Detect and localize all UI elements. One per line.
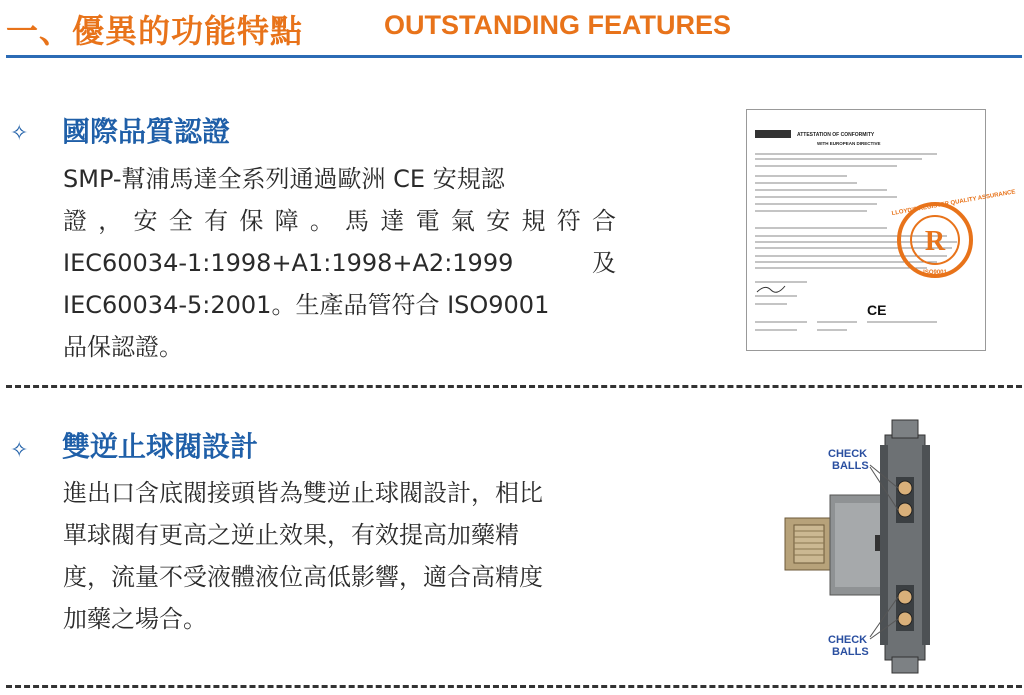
section2-line-2: 單球閥有更高之逆止效果，有效提高加藥精 bbox=[63, 521, 519, 549]
section2-line-3: 度，流量不受液體液位高低影響，適合高精度 bbox=[63, 563, 543, 591]
section1-paragraph bbox=[63, 158, 616, 368]
section1-line-5: 品保認證。 bbox=[63, 333, 183, 361]
section-divider bbox=[6, 385, 1022, 388]
ce-certificate-image bbox=[746, 109, 1016, 351]
certificate-drawing bbox=[747, 110, 1016, 350]
header-rule bbox=[6, 55, 1022, 58]
section-divider bbox=[6, 685, 1022, 688]
section1-title: 國際品質認證 bbox=[62, 115, 231, 148]
section1-line-1: SMP-幫浦馬達全系列通過歐洲 CE 安規認 bbox=[63, 165, 505, 193]
seal-text: LLOYD'S REGISTER QUALITY ASSURANCE bbox=[891, 189, 1016, 218]
check-balls-label-bottom-line2: BALLS bbox=[832, 646, 869, 658]
page-title: 一、優異的功能特點 bbox=[6, 12, 304, 50]
section1-line-3: IEC60034-1:1998+A1:1998+A2:1999 及 bbox=[63, 249, 616, 277]
cert-doc-title: ATTESTATION OF CONFORMITY bbox=[797, 132, 875, 138]
lloyds-seal-logo bbox=[891, 189, 1016, 276]
section2-line-4: 加藥之場合。 bbox=[63, 605, 207, 633]
section1-line-4: IEC60034-5:2001。生產品管符合 ISO9001 bbox=[63, 291, 550, 319]
check-ball-valve-image bbox=[780, 415, 1010, 677]
section2-title: 雙逆止球閥設計 bbox=[62, 430, 259, 463]
seal-iso: ISO9001 bbox=[923, 270, 947, 276]
sparkle-icon: ✧ bbox=[10, 438, 29, 463]
check-balls-label-top-line1: CHECK bbox=[828, 448, 868, 460]
cert-doc-subtitle: WITH EUROPEAN DIRECTIVE bbox=[817, 141, 881, 146]
seal-letter: R bbox=[924, 226, 946, 257]
check-balls-label-bottom-line1: CHECK bbox=[828, 634, 868, 646]
section2-paragraph bbox=[63, 472, 543, 640]
check-balls-label-top-line2: BALLS bbox=[832, 460, 869, 472]
sparkle-icon: ✧ bbox=[10, 121, 29, 146]
section2-line-1: 進出口含底閥接頭皆為雙逆止球閥設計，相比 bbox=[63, 479, 543, 507]
page-subtitle: OUTSTANDING FEATURES bbox=[384, 10, 731, 40]
section1-line-2: 證 ， 安 全 有 保 障 。 馬 達 電 氣 安 規 符 合 bbox=[63, 207, 616, 235]
page-header bbox=[0, 0, 1024, 58]
ce-mark: CE bbox=[867, 302, 887, 318]
